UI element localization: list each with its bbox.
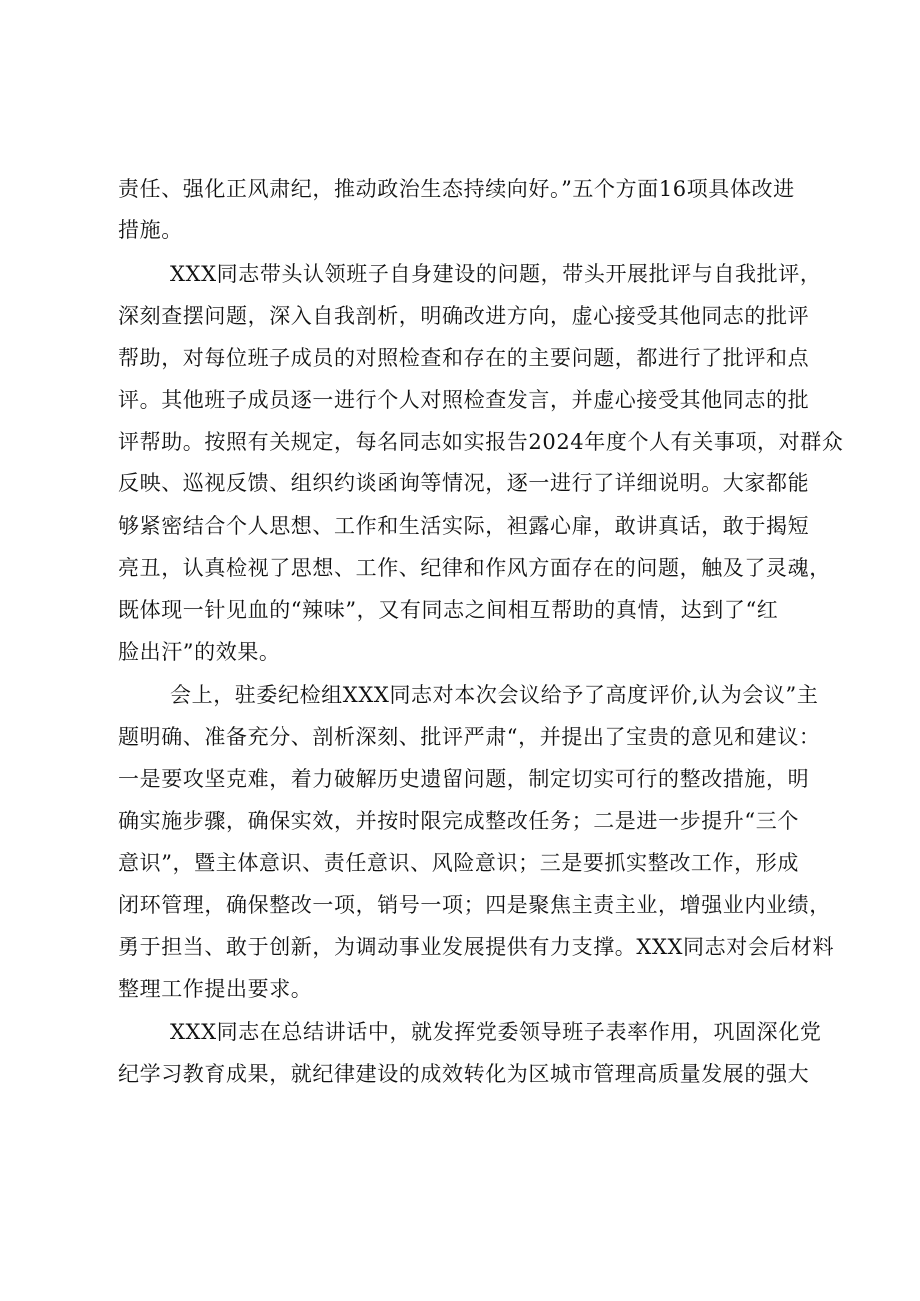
text-line: 纪学习教育成果，就纪律建设的成效转化为区城市管理高质量发展的强大 [118,1062,810,1086]
text-line: 评。其他班子成员逐一进行个人对照检查发言，并虚心接受其他同志的批 [118,388,810,412]
paragraph-start-line: XXX同志带头认领班子自身建设的问题，带头开展批评与自我批评， [170,262,822,286]
text-line: 帮助，对每位班子成员的对照检查和存在的主要问题，都进行了批评和点 [118,346,810,370]
text-line: 既体现一针见血的“辣味”，又有同志之间相互帮助的真情，达到了“红 [118,598,779,622]
text-line: 措施。 [118,218,183,242]
text-line: 一是要攻坚克难，着力破解历史遗留问题，制定切实可行的整改措施，明 [118,767,810,791]
text-line: 题明确、准备充分、剖析深刻、批评严肃“，并提出了宝贵的意见和建议： [118,725,821,749]
text-line: 评帮助。按照有关规定，每名同志如实报告2024年度个人有关事项，对群众 [118,430,844,454]
text-line: 深刻查摆问题，深入自我剖析，明确改进方向，虚心接受其他同志的批评 [118,304,810,328]
paragraph-start-line: 会上，驻委纪检组XXX同志对本次会议给予了高度评价,认为会议”主 [170,683,819,707]
text-line: 确实施步骤，确保实效，并按时限完成整改任务；二是进一步提升“三个 [118,809,799,833]
text-line: 责任、强化正风肃纪，推动政治生态持续向好。”五个方面16项具体改进 [118,177,795,201]
text-line: 闭环管理，确保整改一项，销号一项；四是聚焦主责主业，增强业内业绩， [118,893,831,917]
paragraph-start-line: XXX同志在总结讲话中，就发挥党委领导班子表率作用，巩固深化党 [170,1020,822,1044]
text-line: 够紧密结合个人思想、工作和生活实际，袒露心扉，敢讲真话，敢于揭短 [118,514,810,538]
text-line: 反映、巡视反馈、组织约谈函询等情况，逐一进行了详细说明。大家都能 [118,471,810,495]
text-line: 勇于担当、敢于创新，为调动事业发展提供有力支撑。XXX同志对会后材料 [118,935,835,959]
text-line: 意识”，暨主体意识、责任意识、风险意识；三是要抓实整改工作，形成 [118,851,799,875]
text-line: 整理工作提出要求。 [118,977,313,1001]
text-line: 亮丑，认真检视了思想、工作、纪律和作风方面存在的问题，触及了灵魂， [118,556,831,580]
text-line: 脸出汗”的效果。 [118,640,281,664]
